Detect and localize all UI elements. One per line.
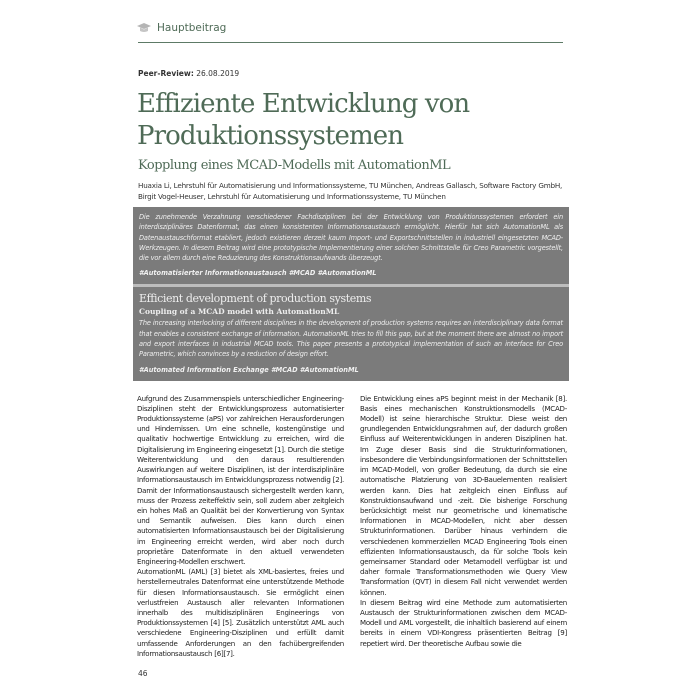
keywords: #Automated Information Exchange #MCAD #AutomationML <box>139 365 359 374</box>
body-column-left <box>137 394 344 659</box>
abstract-text: The increasing interlocking of different disciplines in the development of production systems requires an interdisciplinary data format that enables a consistent exchange of information. AutomationML tries to fill this gap, but at the moment there are almost no import and export interfaces in industrial MCAD tools. This paper presents a prototypical implementation of such an interface for Creo Parametric, which convinces by a reduction of design effort. <box>139 319 563 359</box>
english-title: Efficient development of production systems <box>139 292 372 306</box>
peer-review-value: 26.08.2019 <box>196 69 240 78</box>
authors: Huaxia Li, Lehrstuhl für Automatisierung und Informationssysteme, TU München, Andreas Gallasch, Software Factory GmbH, Birgit Vogel-Heuser, Lehrstuhl für Automatisierung und Informationssysteme, TU München <box>138 181 563 201</box>
body-columns <box>137 394 567 659</box>
header-divider <box>138 42 563 43</box>
body-column-right <box>360 394 567 659</box>
paragraph: AutomationML (AML) [3] bietet als XML-basiertes, freies und herstellerneutrales Datenformat eine unterstützende Methode für diesen Informationsaustausch. Sie ermöglicht einen verlustfreien Austausch aller relevanten Informationen innerhalb des multidisziplinären Engineerings von Produktionssystemen [4] [5]. Zusätzlich unterstützt AML auch verschiedene Engineering-Disziplinen und erfüllt damit umfassende Anforderungen an den fachübergreifenden Informationsaustausch [6][7]. <box>137 567 344 658</box>
paragraph: Aufgrund des Zusammenspiels unterschiedlicher Engineering-Disziplinen steht der Entwicklungsprozess automatisierter Produktionssysteme (aPS) vor zahlreichen Herausforderungen und Hindernissen. Um eine schnelle, kostengünstige und qualitativ hochwertige Entwicklung zu erreichen, wird die Digitalisierung im Engineering eingesetzt [1]. Durch die stetige Weiterentwicklung und den daraus resultierenden Auswirkungen auf weitere Disziplinen, ist der interdisziplinäre Informationsaustausch im Entwicklungsprozess notwendig [2]. Damit der Informationsaustausch sichergestellt werden kann, muss der Prozess zeiteffektiv sein, soll zudem aber zeitgleich ein hohes Maß an Qualität bei der Konvertierung von Syntax und Semantik aufweisen. Dies kann durch einen automatisierten Informationsaustausch bei der Digitalisierung im Engineering erreicht werden, wird aber noch durch proprietäre Datenformate in den aktuell verwendeten Engineering-Modellen erschwert. <box>137 393 344 566</box>
section-label: Hauptbeitrag <box>157 22 227 34</box>
english-subtitle: Coupling of a MCAD model with AutomationML <box>139 307 340 317</box>
article-title: Effiziente Entwicklung von Produktionssystemen <box>137 89 470 151</box>
article-subtitle: Kopplung eines MCAD-Modells mit AutomationML <box>138 158 451 173</box>
abstract-german <box>133 207 569 284</box>
peer-review-date <box>138 69 569 78</box>
page <box>133 0 569 678</box>
abstract-english <box>133 287 569 380</box>
paragraph: In diesem Beitrag wird eine Methode zum automatisierten Austausch der Strukturinformationen zwischen dem MCAD-Modell und AML vorgestellt, die inhaltlich basierend auf einem bereits in einem VDI-Kongress präsentierten Beitrag [9] repetiert wird. Der theoretische Aufbau sowie die <box>360 597 567 648</box>
page-number: 46 <box>138 668 148 678</box>
paragraph: Die Entwicklung eines aPS beginnt meist in der Mechanik [8]. Basis eines mechanischen Konstruktionsmodells (MCAD-Modell) ist seine hierarchische Struktur. Diese weist den grundlegenden Entwicklungsrahmen auf, der dadurch großen Einfluss auf Weiterentwicklungen in anderen Disziplinen hat. Im Zuge dieser Basis sind die Strukturinformationen, insbesondere die Verbindungsinformationen der Schnittstellen im MCAD-Modell, von großer Bedeutung, da durch sie eine automatische Platzierung von 3D-Bauelementen realisiert werden kann. Dies hat zeitgleich einen Einfluss auf Konstruktionsaufwand und -zeit. Die bisherige Forschung berücksichtigt meist nur geometrische und kinematische Informationen in MCAD-Modellen, nicht aber dessen Strukturinformationen. Darüber hinaus verhindern die verschiedenen kommerziellen MCAD Engineering Tools einen effizienten Informationsaustausch, da für solche Tools kein gemeinsamer Standard oder Metamodell verfügbar ist und daher formale Transformationsmethoden wie Query View Transformation (QVT) in diesem Fall nicht verwendet werden können. <box>360 393 567 597</box>
header <box>133 21 569 35</box>
keywords: #Automatisierter Informationaustausch #MCAD #AutomationML <box>139 269 377 278</box>
peer-review-label: Peer-Review: <box>138 69 194 78</box>
abstract-text: Die zunehmende Verzahnung verschiedener Fachdisziplinen bei der Entwicklung von Produktionssystemen erfordert ein interdisziplinäres Datenformat, das einen konsistenten Informationsaustausch ermöglicht. Hierfür hat sich AutomationML als Datenaustauschformat etabliert, jedoch existieren derzeit kaum Import- und Exportschnittstellen in industriell eingesetzten MCAD-Werkzeugen. In diesem Beitrag wird eine prototypische Implementierung einer solchen Schnittstelle für Creo Parametric vorgestellt, die vor allem durch eine Reduzierung des Konstruktionsaufwands überzeugt. <box>139 213 563 263</box>
graduation-cap-icon <box>137 23 151 33</box>
